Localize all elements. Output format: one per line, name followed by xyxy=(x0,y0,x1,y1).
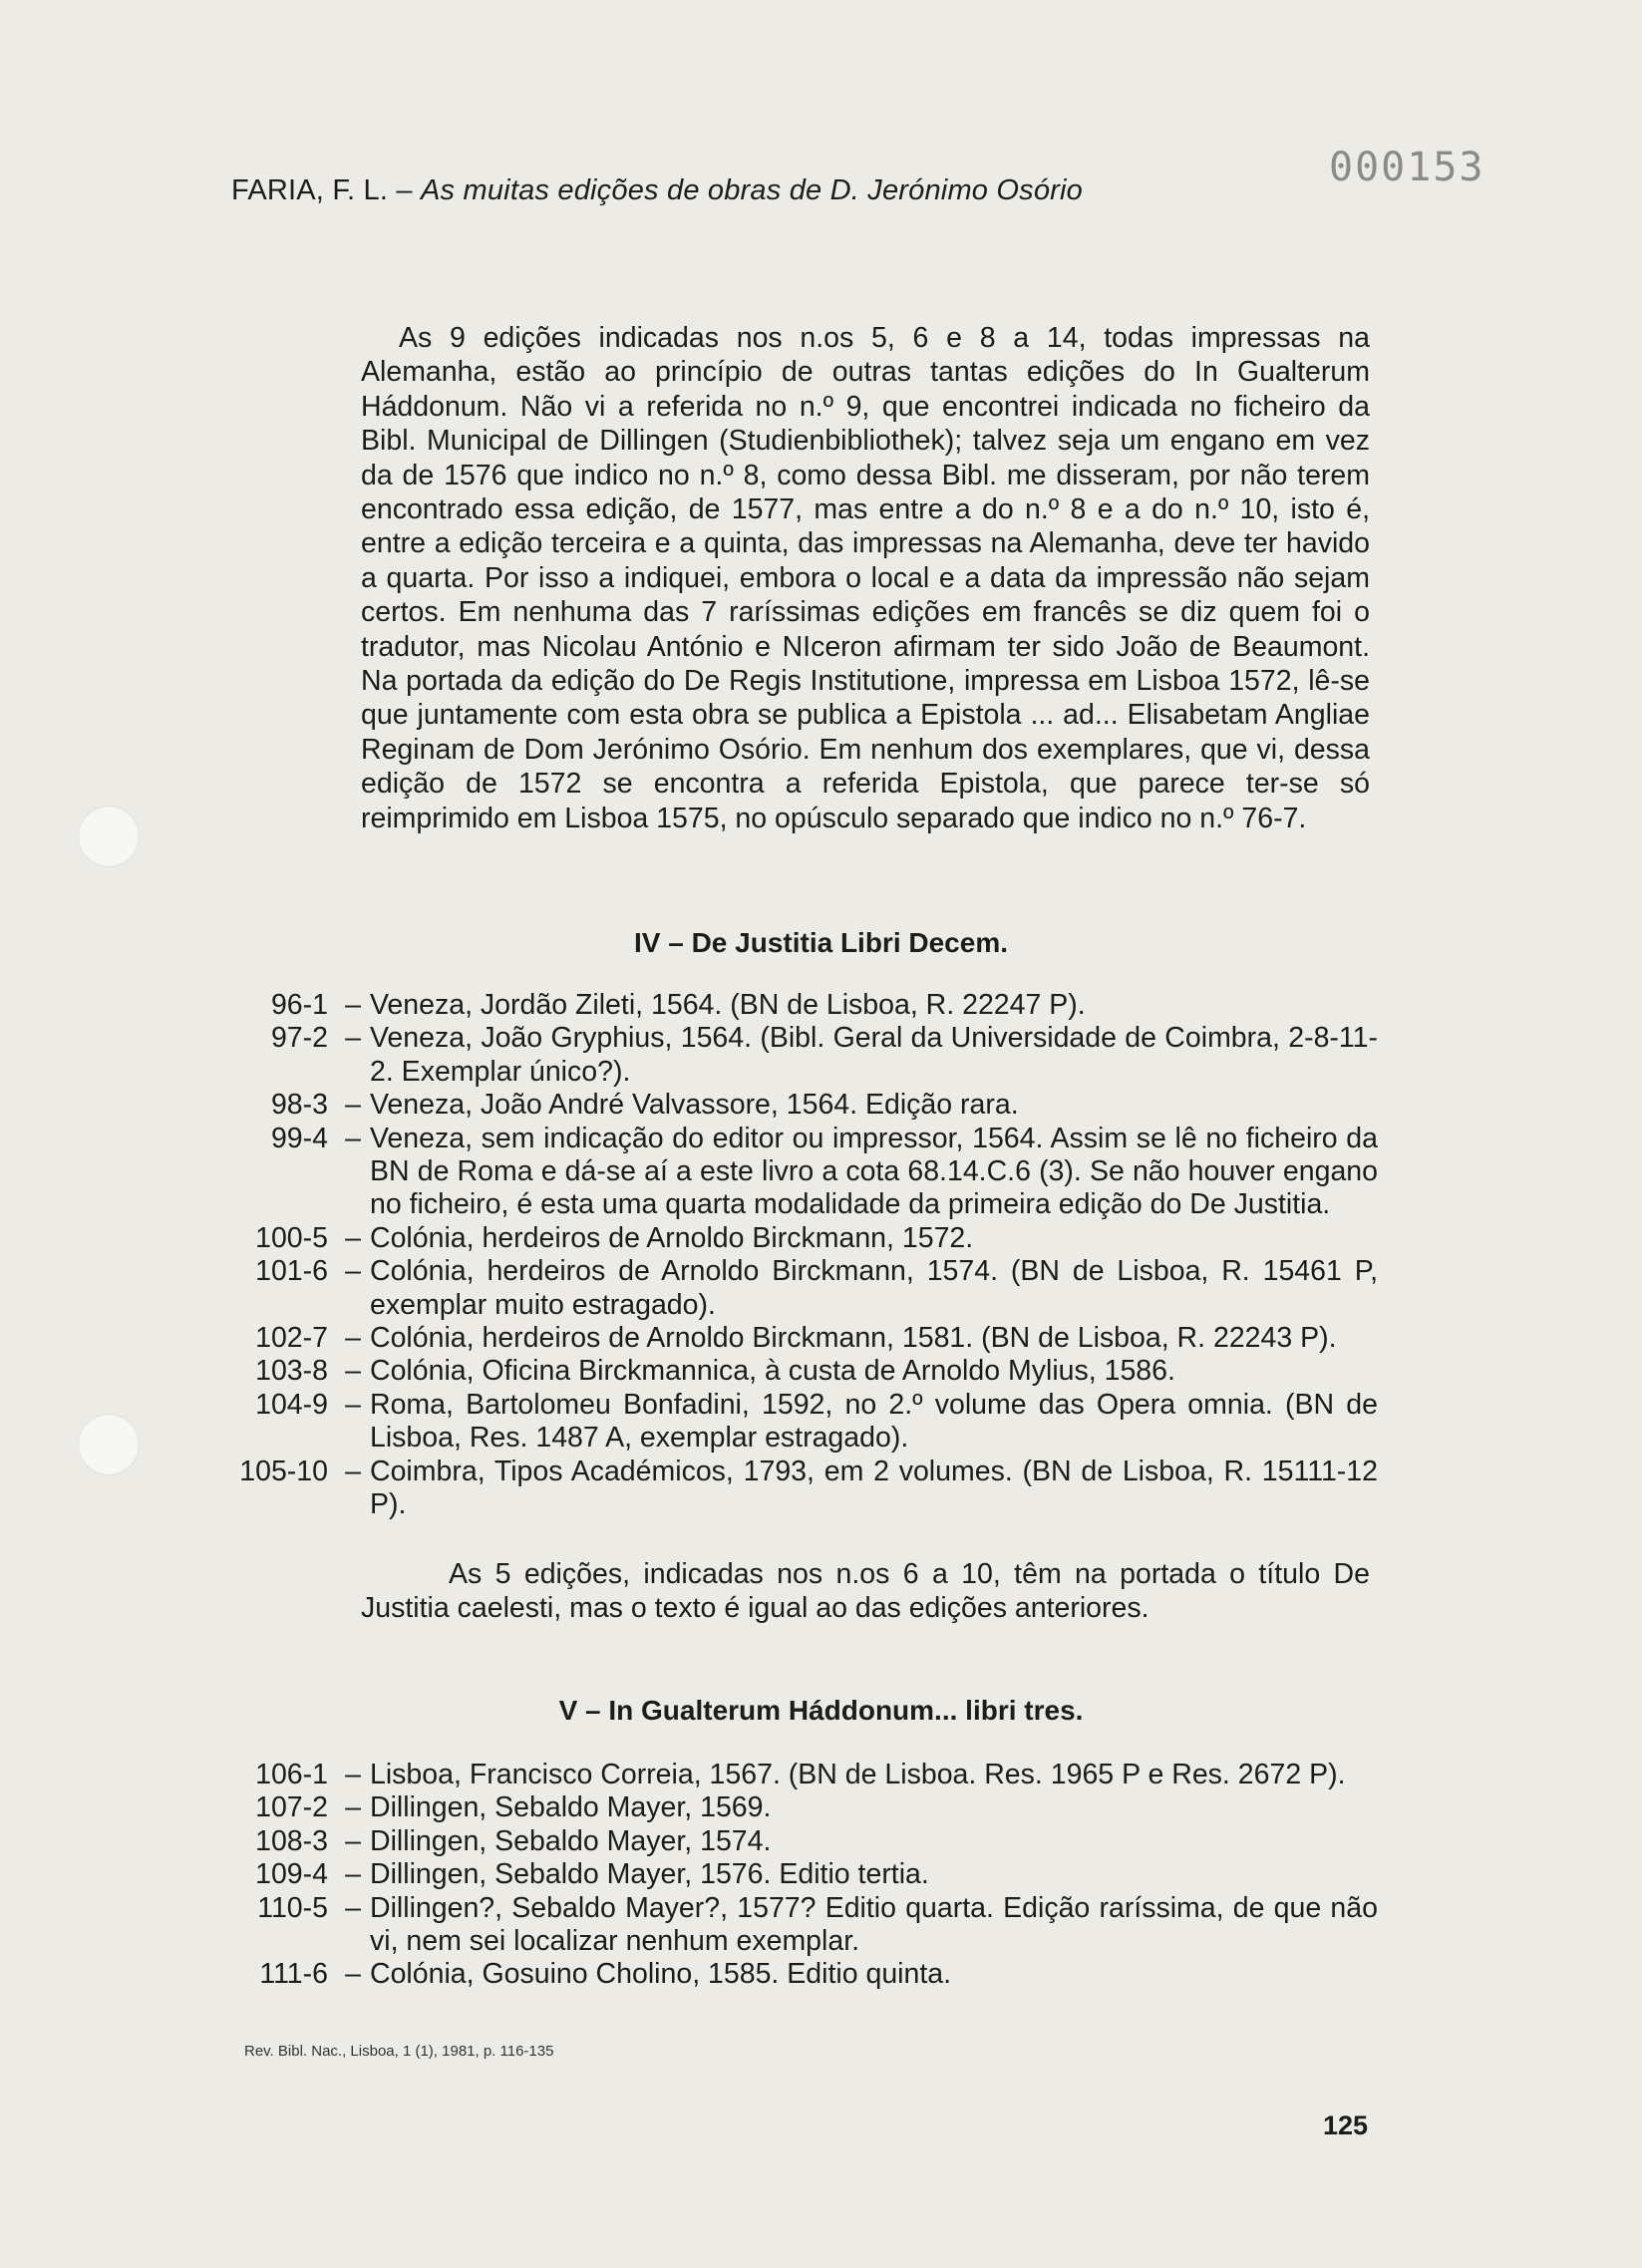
section-note: As 5 edições, indicadas nos n.os 6 a 10, têm na portada o título De Justitia caelesti, mas o texto é igual ao das edições anteriores. xyxy=(361,1558,1370,1624)
entry-number: 103-8 xyxy=(255,1355,328,1388)
page-number: 125 xyxy=(1323,2110,1369,2140)
archive-stamp: 000153 xyxy=(1329,145,1485,190)
entry-dash: – xyxy=(345,1958,361,1991)
entry-number: 108-3 xyxy=(255,1824,328,1857)
entry-dash: – xyxy=(345,1122,361,1154)
entry-dash: – xyxy=(345,1255,361,1288)
entry-row xyxy=(231,1456,1378,1522)
entry-list-in-gualterum xyxy=(231,1759,1378,1992)
entry-dash: – xyxy=(345,1791,361,1824)
entry-dash: – xyxy=(345,1891,361,1924)
section-title-in-gualterum: V – In Gualterum Háddonum... libri tres. xyxy=(558,1695,1084,1726)
entry-row xyxy=(231,1123,1378,1222)
entry-text: Veneza, João André Valvassore, 1564. Edição rara. xyxy=(370,1089,1019,1122)
intro-paragraph: As 9 edições indicadas nos n.os 5, 6 e 8 a 14, todas impressas na Alemanha, estão ao princípio de outras tantas edições do In Gualterum Háddonum. Não vi a referida no n.º 9, que encontrei indicada no ficheiro da Bibl. Municipal de Dillingen (Studienbibliothek); talvez seja um engano em vez da de 1576 que indico no n.º 8, como dessa Bibl. me disseram, por não terem encontrado essa edição, de 1577, mas entre a do n.º 8 e a do n.º 10, isto é, entre a edição terceira e a quinta, das impressas na Alemanha, deve ter havido a quarta. Por isso a indiquei, embora o local e a data da impressão não sejam certos. Em nenhuma das 7 raríssimas edições em francês se diz quem foi o tradutor, mas Nicolau António e NIceron afirmam ter sido João de Beaumont. Na portada da edição do De Regis Institutione, impressa em Lisboa 1572, lê-se que juntamente com esta obra se publica a Epistola ... ad... Elisabetam Angliae Reginam de Dom Jerónimo Osório. Em nenhum dos exemplares, que vi, dessa edição de 1572 se encontra a referida Epistola, que parece ter-se só reimprimido em Lisboa 1575, no opúsculo separado que indico no n.º 76-7. xyxy=(361,322,1370,834)
running-header xyxy=(231,174,1083,207)
entry-row xyxy=(231,1958,1378,1991)
entry-dash: – xyxy=(345,1455,361,1487)
entry-text: Colónia, herdeiros de Arnoldo Birckmann, 1581. (BN de Lisboa, R. 22243 P). xyxy=(370,1322,1337,1355)
entry-dash: – xyxy=(345,1355,361,1388)
entry-dash: – xyxy=(345,1022,361,1055)
punch-hole xyxy=(78,1414,140,1475)
entry-row xyxy=(231,1389,1378,1456)
entry-number: 105-10 xyxy=(239,1455,328,1487)
header-title: As muitas edições de obras de D. Jerónimo Osório xyxy=(421,174,1084,206)
entry-row xyxy=(231,1022,1378,1089)
entry-row xyxy=(231,1759,1378,1791)
entry-text: Dillingen, Sebaldo Mayer, 1574. xyxy=(370,1824,772,1857)
header-separator: – xyxy=(396,174,413,206)
entry-dash: – xyxy=(345,1089,361,1122)
entry-text: Roma, Bartolomeu Bonfadini, 1592, no 2.º volume das Opera omnia. (BN de Lisboa, Res. 1487 A, exemplar estragado). xyxy=(370,1388,1378,1455)
entry-number: 97-2 xyxy=(270,1022,328,1055)
entry-dash: – xyxy=(345,989,361,1021)
entry-number: 98-3 xyxy=(270,1089,328,1122)
entry-row xyxy=(231,1791,1378,1824)
entry-dash: – xyxy=(345,1221,361,1254)
entry-number: 104-9 xyxy=(255,1388,328,1421)
entry-number: 109-4 xyxy=(255,1858,328,1891)
entry-number: 102-7 xyxy=(255,1322,328,1355)
entry-number: 110-5 xyxy=(257,1891,328,1924)
entry-dash: – xyxy=(345,1824,361,1857)
entry-dash: – xyxy=(345,1858,361,1891)
entry-row xyxy=(231,1322,1378,1355)
journal-reference: Rev. Bibl. Nac., Lisboa, 1 (1), 1981, p. 116-135 xyxy=(244,2043,554,2060)
entry-text: Lisboa, Francisco Correia, 1567. (BN de Lisboa. Res. 1965 P e Res. 2672 P). xyxy=(370,1759,1346,1790)
entry-text: Colónia, Oficina Birckmannica, à custa de Arnoldo Mylius, 1586. xyxy=(370,1355,1175,1388)
section-title-de-justitia: IV – De Justitia Libri Decem. xyxy=(633,927,1009,958)
entry-number: 101-6 xyxy=(255,1255,328,1288)
entry-text: Dillingen?, Sebaldo Mayer?, 1577? Editio quarta. Edição raríssima, de que não vi, nem sei localizar nenhum exemplar. xyxy=(370,1891,1378,1958)
entry-dash: – xyxy=(345,1759,361,1790)
entry-row xyxy=(231,1892,1378,1959)
entry-text: Veneza, sem indicação do editor ou impressor, 1564. Assim se lê no ficheiro da BN de Roma e dá-se aí a este livro a cota 68.14.C.6 (3). Se não houver engano no ficheiro, é esta uma quarta modalidade da primeira edição do De Justitia. xyxy=(370,1122,1378,1221)
entry-row xyxy=(231,989,1378,1022)
entry-row xyxy=(231,1825,1378,1858)
entry-text: Veneza, João Gryphius, 1564. (Bibl. Geral da Universidade de Coimbra, 2-8-11-2. Exemplar único?). xyxy=(370,1022,1378,1088)
entry-row xyxy=(231,1222,1378,1255)
entry-list-de-justitia xyxy=(231,989,1378,1522)
entry-number: 107-2 xyxy=(255,1791,328,1824)
entry-row xyxy=(231,1089,1378,1122)
entry-text: Dillingen, Sebaldo Mayer, 1576. Editio tertia. xyxy=(370,1858,929,1891)
entry-number: 96-1 xyxy=(270,989,328,1021)
entry-dash: – xyxy=(345,1388,361,1421)
header-author: FARIA, F. L. xyxy=(231,174,389,206)
entry-text: Coimbra, Tipos Académicos, 1793, em 2 volumes. (BN de Lisboa, R. 15111-12 P). xyxy=(370,1455,1378,1521)
entry-dash: – xyxy=(345,1322,361,1355)
entry-number: 100-5 xyxy=(255,1221,328,1254)
entry-number: 111-6 xyxy=(259,1958,328,1991)
entry-number: 106-1 xyxy=(255,1759,328,1790)
entry-text: Dillingen, Sebaldo Mayer, 1569. xyxy=(370,1791,772,1824)
entry-text: Colónia, herdeiros de Arnoldo Birckmann, 1574. (BN de Lisboa, R. 15461 P, exemplar muito estragado). xyxy=(370,1255,1378,1321)
entry-text: Colónia, herdeiros de Arnoldo Birckmann, 1572. xyxy=(370,1221,974,1254)
entry-row xyxy=(231,1858,1378,1891)
entry-text: Colónia, Gosuino Cholino, 1585. Editio quinta. xyxy=(370,1958,952,1991)
entry-row xyxy=(231,1355,1378,1388)
entry-text: Veneza, Jordão Zileti, 1564. (BN de Lisboa, R. 22247 P). xyxy=(370,989,1086,1021)
entry-row xyxy=(231,1255,1378,1322)
punch-hole xyxy=(78,806,140,867)
entry-number: 99-4 xyxy=(270,1122,328,1154)
